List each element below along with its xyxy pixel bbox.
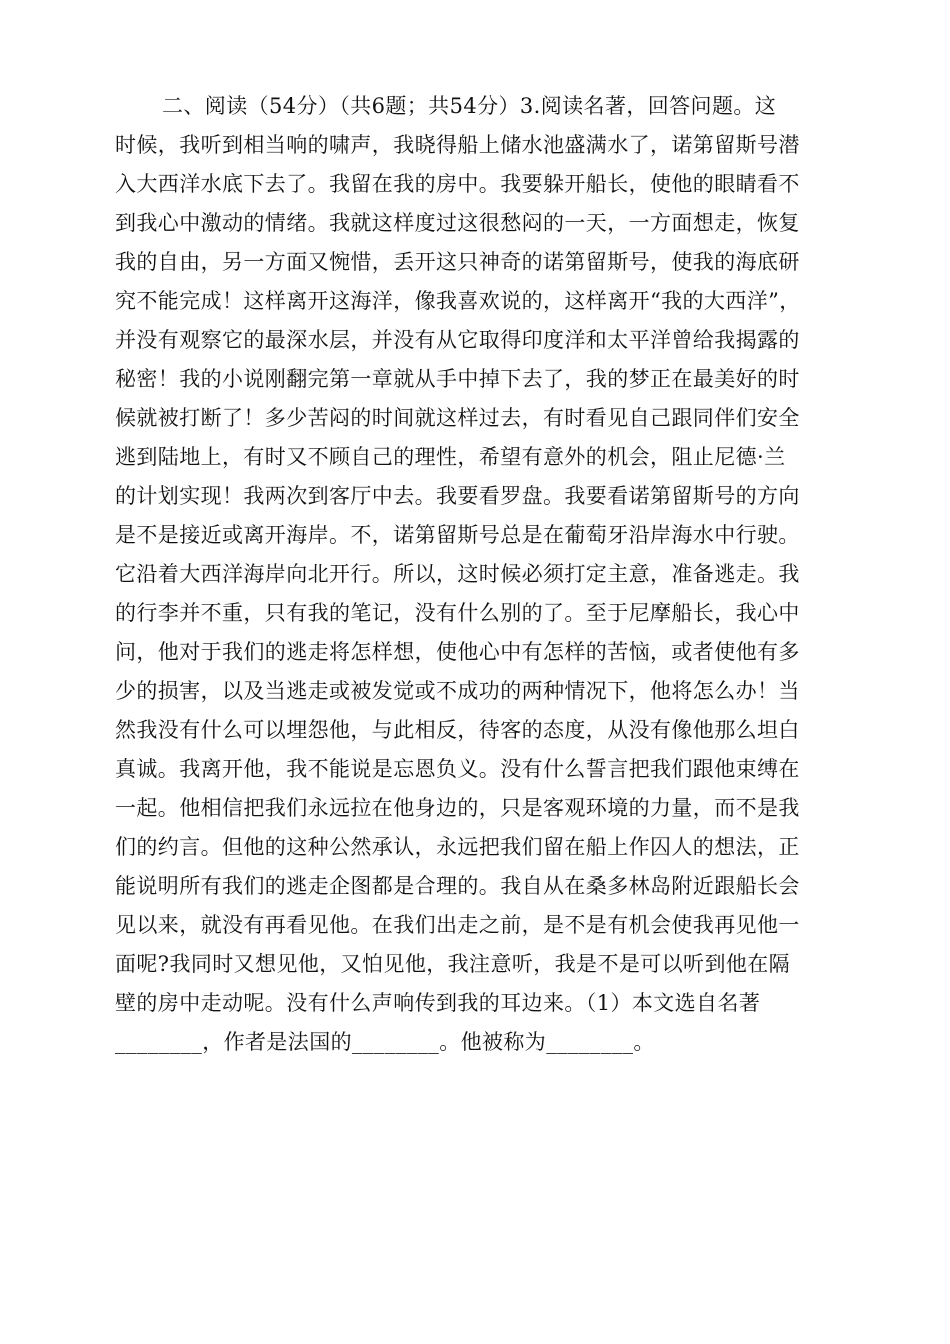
text-line: 能说明所有我们的逃走企图都是合理的。我自从在桑多林岛附近跟船长会 [115,874,800,898]
fill-in-blank-line: ________，作者是法国的________。他被称为________。 [115,1030,655,1054]
text-line: 并没有观察它的最深水层，并没有从它取得印度洋和太平洋曾给我揭露的 [115,328,800,352]
text-line: 时候，我听到相当响的啸声，我晓得船上储水池盛满水了，诺第留斯号潜 [115,133,800,157]
text-line: 的计划实现！我两次到客厅中去。我要看罗盘。我要看诺第留斯号的方向 [115,484,800,508]
text-line: 到我心中激动的情绪。我就这样度过这很愁闷的一天，一方面想走，恢复 [115,211,800,235]
text-line: 少的损害，以及当逃走或被发觉或不成功的两种情况下，他将怎么办！当 [115,679,800,703]
text-line: 见以来，就没有再看见他。在我们出走之前，是不是有机会使我再见他一 [115,913,800,937]
text-line: 我的自由，另一方面又惋惜，丢开这只神奇的诺第留斯号，使我的海底研 [115,250,800,274]
text-line: 的行李并不重，只有我的笔记，没有什么别的了。至于尼摩船长，我心中 [115,601,800,625]
reading-passage [115,87,837,1062]
text-line: 它沿着大西洋海岸向北开行。所以，这时候必须打定主意，准备逃走。我 [115,562,800,586]
text-line: 入大西洋水底下去了。我留在我的房中。我要躲开船长，使他的眼睛看不 [115,172,800,196]
text-line: 究不能完成！这样离开这海洋，像我喜欢说的，这样离开“我的大西洋”， [115,289,801,313]
text-line: 是不是接近或离开海岸。不，诺第留斯号总是在葡萄牙沿岸海水中行驶。 [115,523,800,547]
text-line: 然我没有什么可以埋怨他，与此相反，待客的态度，从没有像他那么坦白 [115,718,800,742]
text-line: 二、阅读（54分）（共6题；共54分）3.阅读名著，回答问题。这 [162,94,777,118]
text-line: 候就被打断了！多少苦闷的时间就这样过去，有时看见自己跟同伴们安全 [115,406,800,430]
text-line: 面呢?我同时又想见他，又怕见他，我注意听，我是不是可以听到他在隔 [115,952,791,976]
text-line: 逃到陆地上，有时又不顾自己的理性，希望有意外的机会，阻止尼德·兰 [115,445,786,469]
text-line: 们的约言。但他的这种公然承认，永远把我们留在船上作囚人的想法，正 [115,835,800,859]
text-line: 问，他对于我们的逃走将怎样想，使他心中有怎样的苦恼，或者使他有多 [115,640,800,664]
text-line: 真诚。我离开他，我不能说是忘恩负义。没有什么誓言把我们跟他束缚在 [115,757,800,781]
text-line: 一起。他相信把我们永远拉在他身边的，只是客观环境的力量，而不是我 [115,796,800,820]
text-line: 壁的房中走动呢。没有什么声响传到我的耳边来。（1）本文选自名著 [115,991,761,1015]
text-line: 秘密！我的小说刚翻完第一章就从手中掉下去了，我的梦正在最美好的时 [115,367,800,391]
